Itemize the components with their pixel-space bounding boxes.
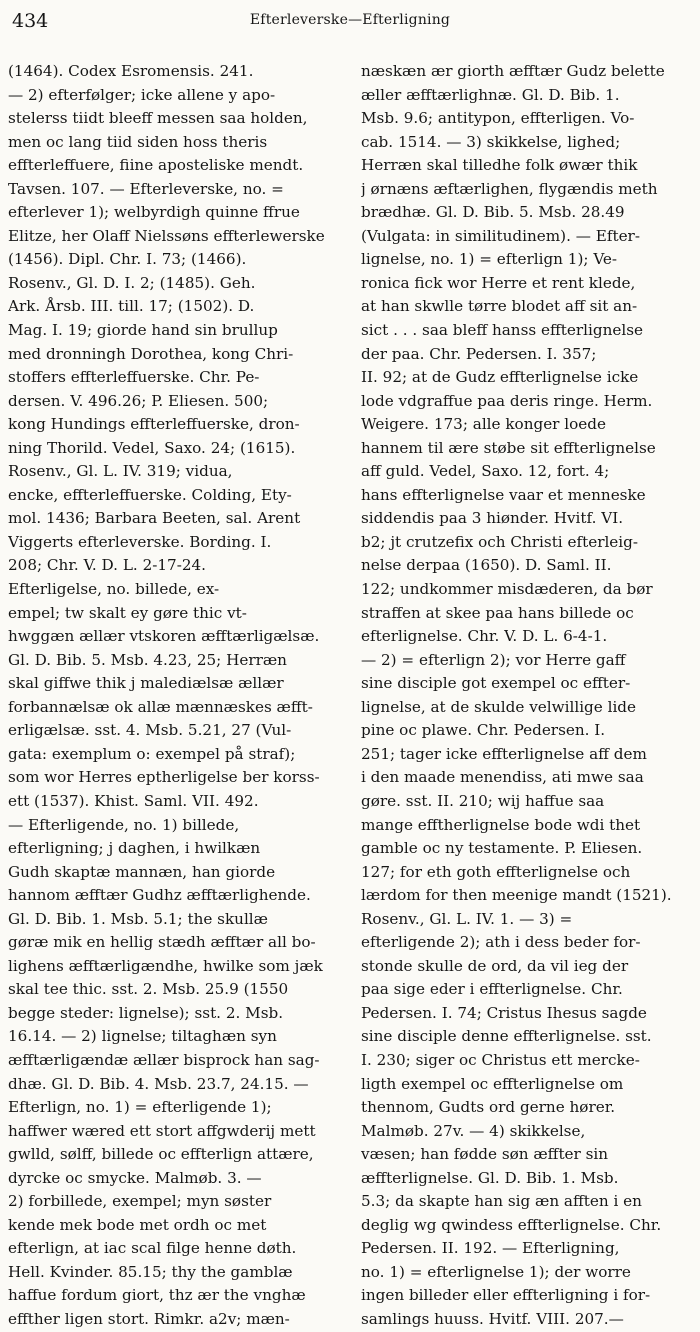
text-line: haffue fordum giort, thz ær the vnghæ: [8, 1286, 306, 1305]
text-line: gøre. sst. II. 210; wij haffue saa: [361, 791, 605, 810]
text-line: Pedersen. II. 192. — Efterligning,: [361, 1239, 620, 1258]
text-line: j ørnæns æftærlighen, flygændis meth: [361, 179, 658, 198]
text-line: forbannælsæ ok allæ mænnæskes æfft-: [8, 697, 313, 716]
text-line: at han skwlle tørre blodet aff sit an-: [361, 297, 638, 316]
text-line: 122; undkommer misdæderen, da bør: [361, 580, 653, 599]
text-line: dhæ. Gl. D. Bib. 4. Msb. 23.7, 24.15. —: [8, 1074, 309, 1093]
text-line: brædhæ. Gl. D. Bib. 5. Msb. 28.49: [361, 203, 625, 222]
text-line: hans effterlignelse vaar et menneske: [361, 485, 646, 504]
text-line: deglig wg qwindess effterlignelse. Chr.: [361, 1215, 662, 1234]
page-header: [12, 10, 688, 40]
text-line: (1464). Codex Esromensis. 241.: [8, 62, 254, 80]
text-line: thennom, Gudts ord gerne hører.: [361, 1098, 616, 1117]
text-line: Elitze, her Olaff Nielssøns effterlewerske: [8, 226, 325, 245]
text-line: lighens æfftærligændhe, hwilke som jæk: [8, 956, 323, 975]
text-line: gata: exemplum o: exempel på straf);: [8, 744, 296, 763]
text-line: kong Hundings effterleffuerske, dron-: [8, 415, 300, 434]
text-line: væsen; han fødde søn æffter sin: [361, 1145, 609, 1164]
text-line: hannem til ære støbe sit effterlignelse: [361, 438, 656, 457]
text-line: gwlld, sølff, billede oc effterlign attære,: [8, 1145, 314, 1164]
text-line: æffterlignelse. Gl. D. Bib. 1. Msb.: [361, 1168, 619, 1187]
text-line: 208; Chr. V. D. L. 2-17-24.: [8, 556, 206, 575]
text-line: ingen billeder eller effterligning i for-: [361, 1286, 651, 1305]
text-line: haffwer wæred ett stort affgwderij mett: [8, 1121, 316, 1140]
text-line: Rosenv., Gl. D. I. 2; (1485). Geh.: [8, 273, 256, 292]
text-line: no. 1) = efterlignelse 1); der worre: [361, 1262, 631, 1281]
text-line: Efterlign, no. 1) = efterligende 1);: [8, 1098, 272, 1117]
text-line: 5.3; da skapte han sig æn afften i en: [361, 1192, 642, 1211]
text-line: stonde skulle de ord, da vil ieg der: [361, 956, 629, 975]
text-line: Herræn skal tilledhe folk øwær thik: [361, 156, 638, 175]
text-line: sine disciple denne effterlignelse. sst.: [361, 1027, 652, 1046]
text-line: Rosenv., Gl. L. IV. 319; vidua,: [8, 462, 233, 481]
text-line: straffen at skee paa hans billede oc: [361, 603, 634, 622]
text-line: Efterligelse, no. billede, ex-: [8, 580, 220, 599]
text-line: 127; for eth goth effterlignelse och: [361, 862, 631, 881]
right-column: [361, 60, 695, 1332]
text-line: sine disciple got exempel oc effter-: [361, 674, 631, 693]
text-line: Msb. 9.6; antitypon, effterligen. Vo-: [361, 109, 635, 128]
text-line: Pedersen. I. 74; Cristus Ihesus sagde: [361, 1003, 647, 1022]
text-line: b2; jt crutzefix och Christi efterleig-: [361, 532, 639, 551]
text-line: efterligning; j daghen, i hwilkæn: [8, 839, 261, 858]
text-line: med dronningh Dorothea, kong Chri-: [8, 344, 294, 363]
text-line: 251; tager icke effterlignelse aff dem: [361, 744, 647, 763]
text-line: II. 92; at de Gudz effterlignelse icke: [361, 368, 639, 387]
text-line: begge steder: lignelse); sst. 2. Msb.: [8, 1003, 284, 1022]
text-line: Malmøb. 27v. — 4) skikkelse,: [361, 1121, 586, 1140]
text-line: æller æfftærlighnæ. Gl. D. Bib. 1.: [361, 85, 620, 104]
text-line: — 2) = efterlign 2); vor Herre gaff: [361, 650, 626, 669]
text-line: — Efterligende, no. 1) billede,: [8, 815, 240, 834]
text-line: gamble oc ny testamente. P. Eliesen.: [361, 839, 643, 858]
text-line: (1456). Dipl. Chr. I. 73; (1466).: [8, 250, 247, 269]
text-line: Mag. I. 19; giorde hand sin brullup: [8, 321, 278, 340]
text-line: ning Thorild. Vedel, Saxo. 24; (1615).: [8, 438, 296, 457]
text-line: som wor Herres eptherligelse ber korss-: [8, 768, 320, 787]
text-line: Viggerts efterleverske. Bording. I.: [8, 532, 272, 551]
text-line: skal tee thic. sst. 2. Msb. 25.9 (1550: [8, 980, 289, 999]
text-line: efterlignelse. Chr. V. D. L. 6-4-1.: [361, 627, 608, 646]
text-line: Gl. D. Bib. 5. Msb. 4.23, 25; Herræn: [8, 650, 287, 669]
text-line: efterlign, at iac scal filge henne døth.: [8, 1239, 297, 1258]
text-line: sict . . . saa bleff hanss effterlignelse: [361, 321, 643, 340]
text-line: 16.14. — 2) lignelse; tiltaghæn syn: [8, 1027, 277, 1046]
text-line: cab. 1514. — 3) skikkelse, lighed;: [361, 132, 621, 151]
text-line: lærdom for then meenige mandt (1521).: [361, 886, 672, 905]
text-line: erligælsæ. sst. 4. Msb. 5.21, 27 (Vul-: [8, 721, 292, 740]
page-number: 434: [12, 10, 49, 32]
text-line: der paa. Chr. Pedersen. I. 357;: [361, 344, 597, 363]
text-line: dersen. V. 496.26; P. Eliesen. 500;: [8, 391, 269, 410]
text-line: mol. 1436; Barbara Beeten, sal. Arent: [8, 509, 301, 528]
text-line: Rosenv., Gl. L. IV. 1. — 3) =: [361, 909, 573, 928]
text-line: stoffers effterleffuerske. Chr. Pe-: [8, 368, 260, 387]
text-line: efterlever 1); welbyrdigh quinne ffrue: [8, 203, 300, 222]
text-line: hwggæn ællær vtskoren æfftærligælsæ.: [8, 627, 320, 646]
text-line: kende mek bode met ordh oc met: [8, 1215, 267, 1234]
text-line: lode vdgraffue paa deris ringe. Herm.: [361, 391, 653, 410]
text-line: ett (1537). Khist. Saml. VII. 492.: [8, 791, 259, 810]
text-line: (Vulgata: in similitudinem). — Efter-: [361, 226, 640, 245]
text-line: men oc lang tiid siden hoss theris: [8, 132, 268, 151]
text-line: effther ligen stort. Rimkr. a2v; mæn-: [8, 1309, 290, 1328]
text-line: Gl. D. Bib. 1. Msb. 5.1; the skullæ: [8, 909, 268, 928]
text-line: pine oc plawe. Chr. Pedersen. I.: [361, 721, 606, 740]
running-title: Efterleverske—Efterligning: [249, 12, 451, 28]
text-line: Weigere. 173; alle konger loede: [361, 415, 606, 434]
text-line: paa sige eder i effterlignelse. Chr.: [361, 980, 623, 999]
text-line: aff guld. Vedel, Saxo. 12, fort. 4;: [361, 462, 610, 481]
text-line: Tavsen. 107. — Efterleverske, no. =: [8, 179, 284, 198]
text-line: samlings huuss. Hvitf. VIII. 207.—: [361, 1309, 624, 1328]
text-line: ligth exempel oc effterlignelse om: [361, 1074, 624, 1093]
text-line: dyrcke oc smycke. Malmøb. 3. —: [8, 1168, 262, 1187]
text-line: hannom æfftær Gudhz æfftærlighende.: [8, 886, 311, 905]
text-line: effterleffuere, fiine aposteliske mendt.: [8, 156, 304, 175]
text-line: I. 230; siger oc Christus ett mercke-: [361, 1050, 640, 1069]
text-line: Ark. Årsb. III. till. 17; (1502). D.: [8, 297, 255, 316]
text-line: lignelse, at de skulde velwillige lide: [361, 697, 637, 716]
text-line: næskæn ær giorth æfftær Gudz belette: [361, 62, 665, 80]
text-line: ronica fick wor Herre et rent klede,: [361, 273, 636, 292]
text-line: lignelse, no. 1) = efterlign 1); Ve-: [361, 250, 618, 269]
left-column: [8, 60, 343, 1332]
text-line: i den maade menendiss, ati mwe saa: [361, 768, 644, 787]
text-line: encke, effterleffuerske. Colding, Ety-: [8, 485, 292, 504]
text-line: Gudh skaptæ mannæn, han giorde: [8, 862, 276, 881]
text-line: æfftærligændæ ællær bisprock han sag-: [8, 1050, 320, 1069]
text-line: Hell. Kvinder. 85.15; thy the gamblæ: [8, 1262, 293, 1281]
text-line: nelse derpaa (1650). D. Saml. II.: [361, 556, 612, 575]
text-line: skal giffwe thik j malediælsæ ællær: [8, 674, 284, 693]
text-line: — 2) efterfølger; icke allene y apo-: [8, 85, 276, 104]
text-line: empel; tw skalt ey gøre thic vt-: [8, 603, 247, 622]
text-line: mange efftherlignelse bode wdi thet: [361, 815, 641, 834]
text-line: siddendis paa 3 hiønder. Hvitf. VI.: [361, 509, 624, 528]
text-line: stelerss tiidt bleeff messen saa holden,: [8, 109, 308, 128]
text-line: 2) forbillede, exempel; myn søster: [8, 1192, 272, 1211]
text-line: gøræ mik en hellig stædh æfftær all bo-: [8, 933, 316, 952]
text-line: efterligende 2); ath i dess beder for-: [361, 933, 641, 952]
